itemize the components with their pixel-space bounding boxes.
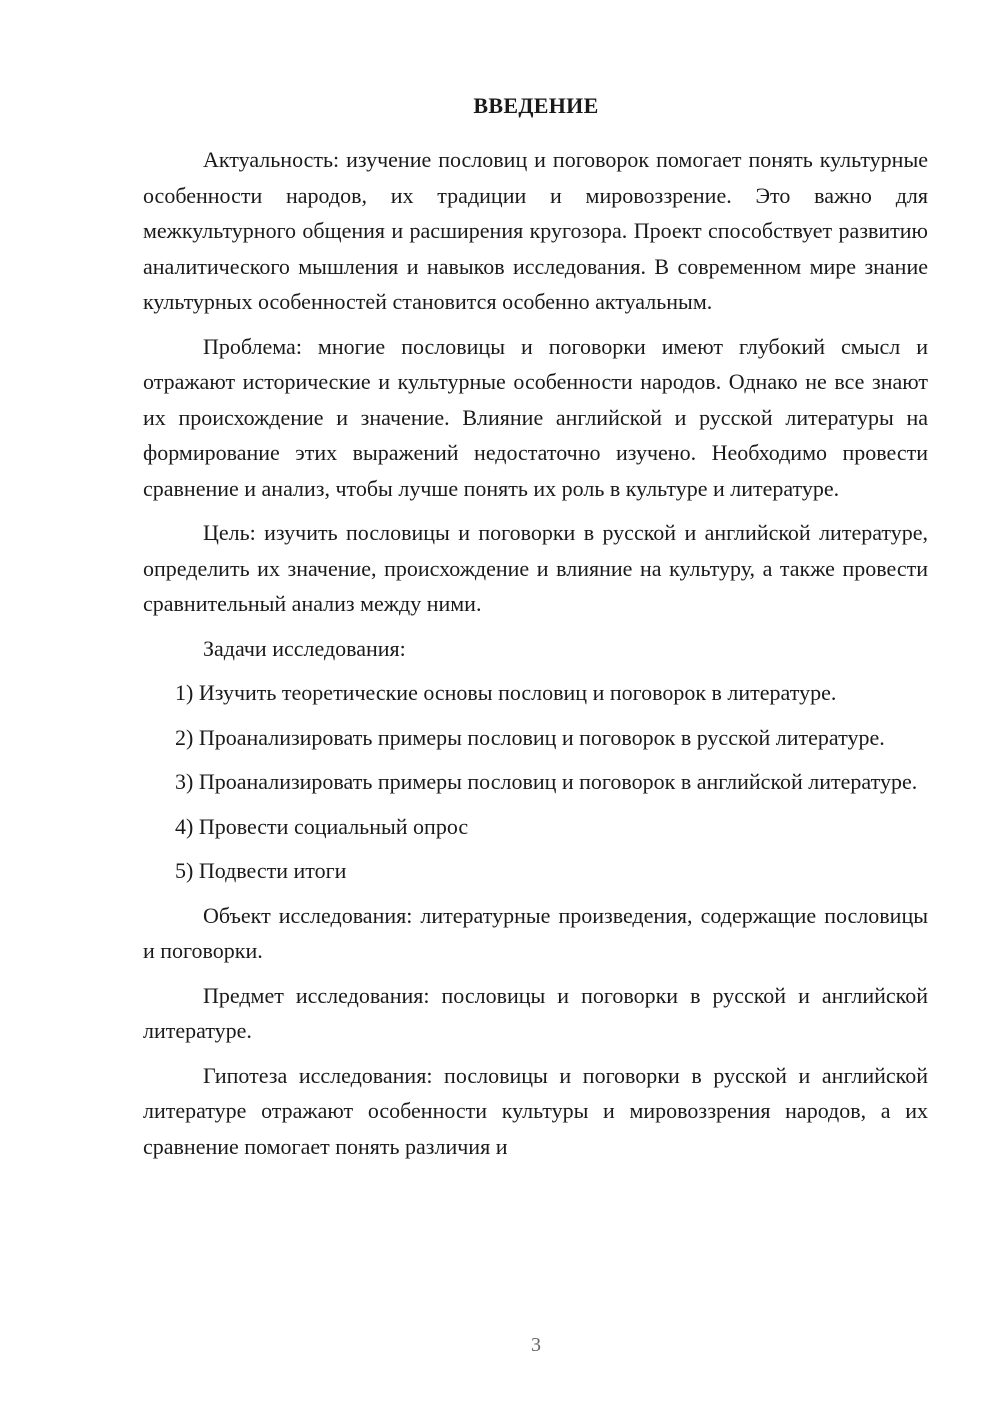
paragraph-object: Объект исследования: литературные произведения, содержащие пословицы и поговорки. <box>143 902 928 963</box>
task-item-3: 3) Проанализировать примеры пословиц и поговорок в английской литературе. <box>175 769 918 794</box>
task-item-1: 1) Изучить теоретические основы пословиц и поговорок в литературе. <box>175 680 837 705</box>
paragraph-relevance: Актуальность: изучение пословиц и поговорок помогает понять культурные особенности народов, их традиции и мировоззрение. Это важно для межкультурного общения и расширения кругозора. Проект способствует развитию аналитического мышления и навыков исследования. В современном мире знание культурных особенностей становится особенно актуальным. <box>143 147 928 314</box>
page-number: 3 <box>531 1334 541 1356</box>
paragraph-goal: Цель: изучить пословицы и поговорки в русской и английской литературе, определить их значение, происхождение и влияние на культуру, а также провести сравнительный анализ между ними. <box>143 520 928 616</box>
paragraph-tasks-heading: Задачи исследования: <box>203 635 406 661</box>
body-text <box>143 142 928 1173</box>
task-item-4: 4) Провести социальный опрос <box>175 813 469 839</box>
task-item-5: 5) Подвести итоги <box>175 858 347 883</box>
section-heading: ВВЕДЕНИЕ <box>473 93 599 118</box>
paragraph-subject: Предмет исследования: пословицы и поговорки в русской и английской литературе. <box>143 982 928 1043</box>
paragraph-problem: Проблема: многие пословицы и поговорки имеют глубокий смысл и отражают исторические и культурные особенности народов. Однако не все знают их происхождение и значение. Влияние английской и русской литературы на формирование этих выражений недостаточно изучено. Необходимо провести сравнение и анализ, чтобы лучше понять их роль в культуре и литературе. <box>143 333 928 501</box>
paragraph-hypothesis: Гипотеза исследования: пословицы и поговорки в русской и английской литературе отражают особенности культуры и мировоззрения народов, а их сравнение помогает понять различия и <box>143 1062 928 1159</box>
task-item-2: 2) Проанализировать примеры пословиц и поговорок в русской литературе. <box>175 724 885 750</box>
